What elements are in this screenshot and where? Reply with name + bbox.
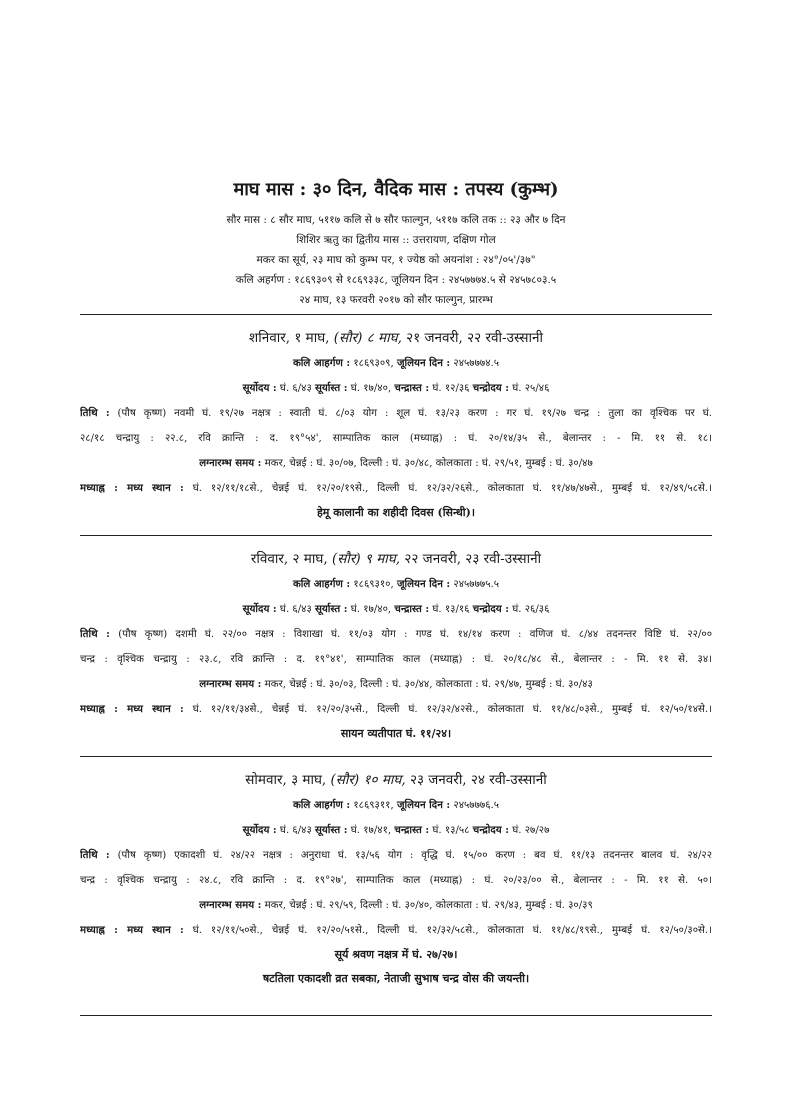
moon-kranti-line: चन्द्र : वृश्चिक चन्द्रायु : २३.८, रवि क्रान्ति : द. १९°४१', साम्पातिक काल (मध्याह्न) : घं. २०/१८/४८ से., बेलान्तर : - मि. ११ से. ३४। — [80, 654, 712, 665]
kali-line: कलि आहर्गण : १८६९३११, जूलियन दिन : २४५७७७६.५ — [292, 799, 500, 811]
divider — [80, 1015, 712, 1016]
madhyahna-line: मध्याह्न : मध्य स्थान : घं. १२/११/३४से., चेन्नई घं. १२/२०/३५से., दिल्ली घं. १२/३२/४२से., कोलकाता घं. ११/४८/०३से., मुम्बई घं. १२/५०/१४से.। — [80, 703, 712, 715]
header-line: २४ माघ, १३ फरवरी २०१७ को सौर फाल्गुन, प्रारम्भ — [299, 294, 493, 306]
sun-moon-line: सूर्योदय : घं. ६/४३ सूर्यास्त : घं. १७/४१, चन्द्रास्त : घं. १३/५८ चन्द्रोदय : घं. २७/२७ — [242, 824, 550, 836]
day-section — [80, 536, 712, 752]
almanac-page — [80, 178, 712, 1016]
day-section — [80, 757, 712, 997]
tithi-line: तिथि : (पौष कृष्ण) एकादशी घं. २४/२२ नक्षत्र : अनुराधा घं. १३/५६ योग : वृद्धि घं. १५/०० करण : बव घं. ११/१३ तदनन्तर बालव घं. २४/२२ — [80, 849, 712, 861]
day-note: षटतिला एकादशी व्रत सबका, नेताजी सुभाष चन्द्र वोस की जयन्ती। — [262, 972, 530, 985]
day-title: रविवार, २ माघ, (सौर) ९ माघ, २२ जनवरी, २३ रवी-उस्सानी — [250, 551, 542, 567]
month-title: माघ मास : ३० दिन, वैदिक मास : तपस्य (कुम्भ) — [233, 179, 559, 200]
tithi-line: तिथि : (पौष कृष्ण) नवमी घं. १९/२७ नक्षत्र : स्वाती घं. ८/०३ योग : शूल घं. १३/२३ करण : गर घं. १९/२७ चन्द्र : तुला का वृश्चिक पर घं. — [80, 407, 712, 419]
day-note: सूर्य श्रवण नक्षत्र में घं. २७/२७। — [334, 948, 458, 961]
header-line: सौर मास : ८ सौर माघ, ५११७ कलि से ७ सौर फाल्गुन, ५११७ कलि तक :: २३ और ७ दिन — [226, 214, 566, 226]
day-title: सोमवार, ३ माघ, (सौर) १० माघ, २३ जनवरी, २४ रवी-उस्सानी — [245, 772, 547, 788]
sun-moon-line: सूर्योदय : घं. ६/४३ सूर्यास्त : घं. १७/४०, चन्द्रास्त : घं. १२/३६ चन्द्रोदय : घं. २५/४६ — [242, 382, 550, 394]
day-note: हेमू कालानी का शहीदी दिवस (सिन्धी)। — [316, 506, 476, 519]
madhyahna-line: मध्याह्न : मध्य स्थान : घं. १२/११/५०से., चेन्नई घं. १२/२०/५१से., दिल्ली घं. १२/३२/५८से., कोलकाता घं. ११/४८/१९से., मुम्बई घं. १२/५०/३०से.। — [80, 924, 712, 936]
day-note: सायन व्यतीपात घं. ११/२४। — [340, 727, 452, 740]
madhyahna-line: मध्याह्न : मध्य स्थान : घं. १२/११/१८से., चेन्नई घं. १२/२०/१९से., दिल्ली घं. १२/३२/२६से., कोलकाता घं. ११/४७/४७से., मुम्बई घं. १२/४९/५८से.। — [80, 482, 712, 494]
header-line: कलि अहर्गण : १८६९३०९ से १८६९३३८, जूलियन दिन : २४५७७७४.५ से २४५७८०३.५ — [235, 274, 557, 286]
moon-kranti-line: चन्द्र : वृश्चिक चन्द्रायु : २४.८, रवि क्रान्ति : द. १९°२७', साम्पातिक काल (मध्याह्न) : घं. २०/२३/०० से., बेलान्तर : - मि. ११ से. ५०। — [80, 875, 712, 886]
sun-moon-line: सूर्योदय : घं. ६/४३ सूर्यास्त : घं. १७/४०, चन्द्रास्त : घं. १३/१६ चन्द्रोदय : घं. २६/३६ — [242, 603, 550, 615]
lagna-line: लग्नारम्भ समय : मकर, चेन्नई : घं. २९/५९, दिल्ली : घं. ३०/४०, कोलकाता : घं. २९/४३, मुम्बई : घं. ३०/३९ — [199, 899, 593, 911]
lagna-line: लग्नारम्भ समय : मकर, चेन्नई : घं. ३०/०७, दिल्ली : घं. ३०/४८, कोलकाता : घं. २९/५१, मुम्बई : घं. ३०/४७ — [199, 457, 593, 469]
header-line: शिशिर ऋतु का द्वितीय मास :: उत्तरायण, दक्षिण गोल — [296, 234, 496, 246]
tithi-line: तिथि : (पौष कृष्ण) दशमी घं. २२/०० नक्षत्र : विशाखा घं. ११/०३ योग : गण्ड घं. १४/१४ करण : वणिज घं. ८/४४ तदनन्तर विष्टि घं. २२/०० — [80, 628, 712, 640]
header-line: मकर का सूर्य, २३ माघ को कुम्भ पर, १ ज्येष्ठ को अयनांश : २४°/०५'/३७" — [256, 254, 536, 266]
moon-kranti-line: २८/१८ चन्द्रायु : २२.८, रवि क्रान्ति : द. १९°५४', साम्पातिक काल (मध्याह्न) : घं. २०/१४/३५ से., बेलान्तर : - मि. ११ से. १८। — [80, 433, 712, 444]
day-section — [80, 315, 712, 531]
day-title: शनिवार, १ माघ, (सौर) ८ माघ, २१ जनवरी, २२ रवी-उस्सानी — [249, 330, 543, 346]
kali-line: कलि आहर्गण : १८६९३१०, जूलियन दिन : २४५७७७५.५ — [292, 578, 500, 590]
kali-line: कलि आहर्गण : १८६९३०९, जूलियन दिन : २४५७७७४.५ — [292, 357, 500, 369]
lagna-line: लग्नारम्भ समय : मकर, चेन्नई : घं. ३०/०३, दिल्ली : घं. ३०/४४, कोलकाता : घं. २९/४७, मुम्बई : घं. ३०/४३ — [199, 678, 593, 690]
